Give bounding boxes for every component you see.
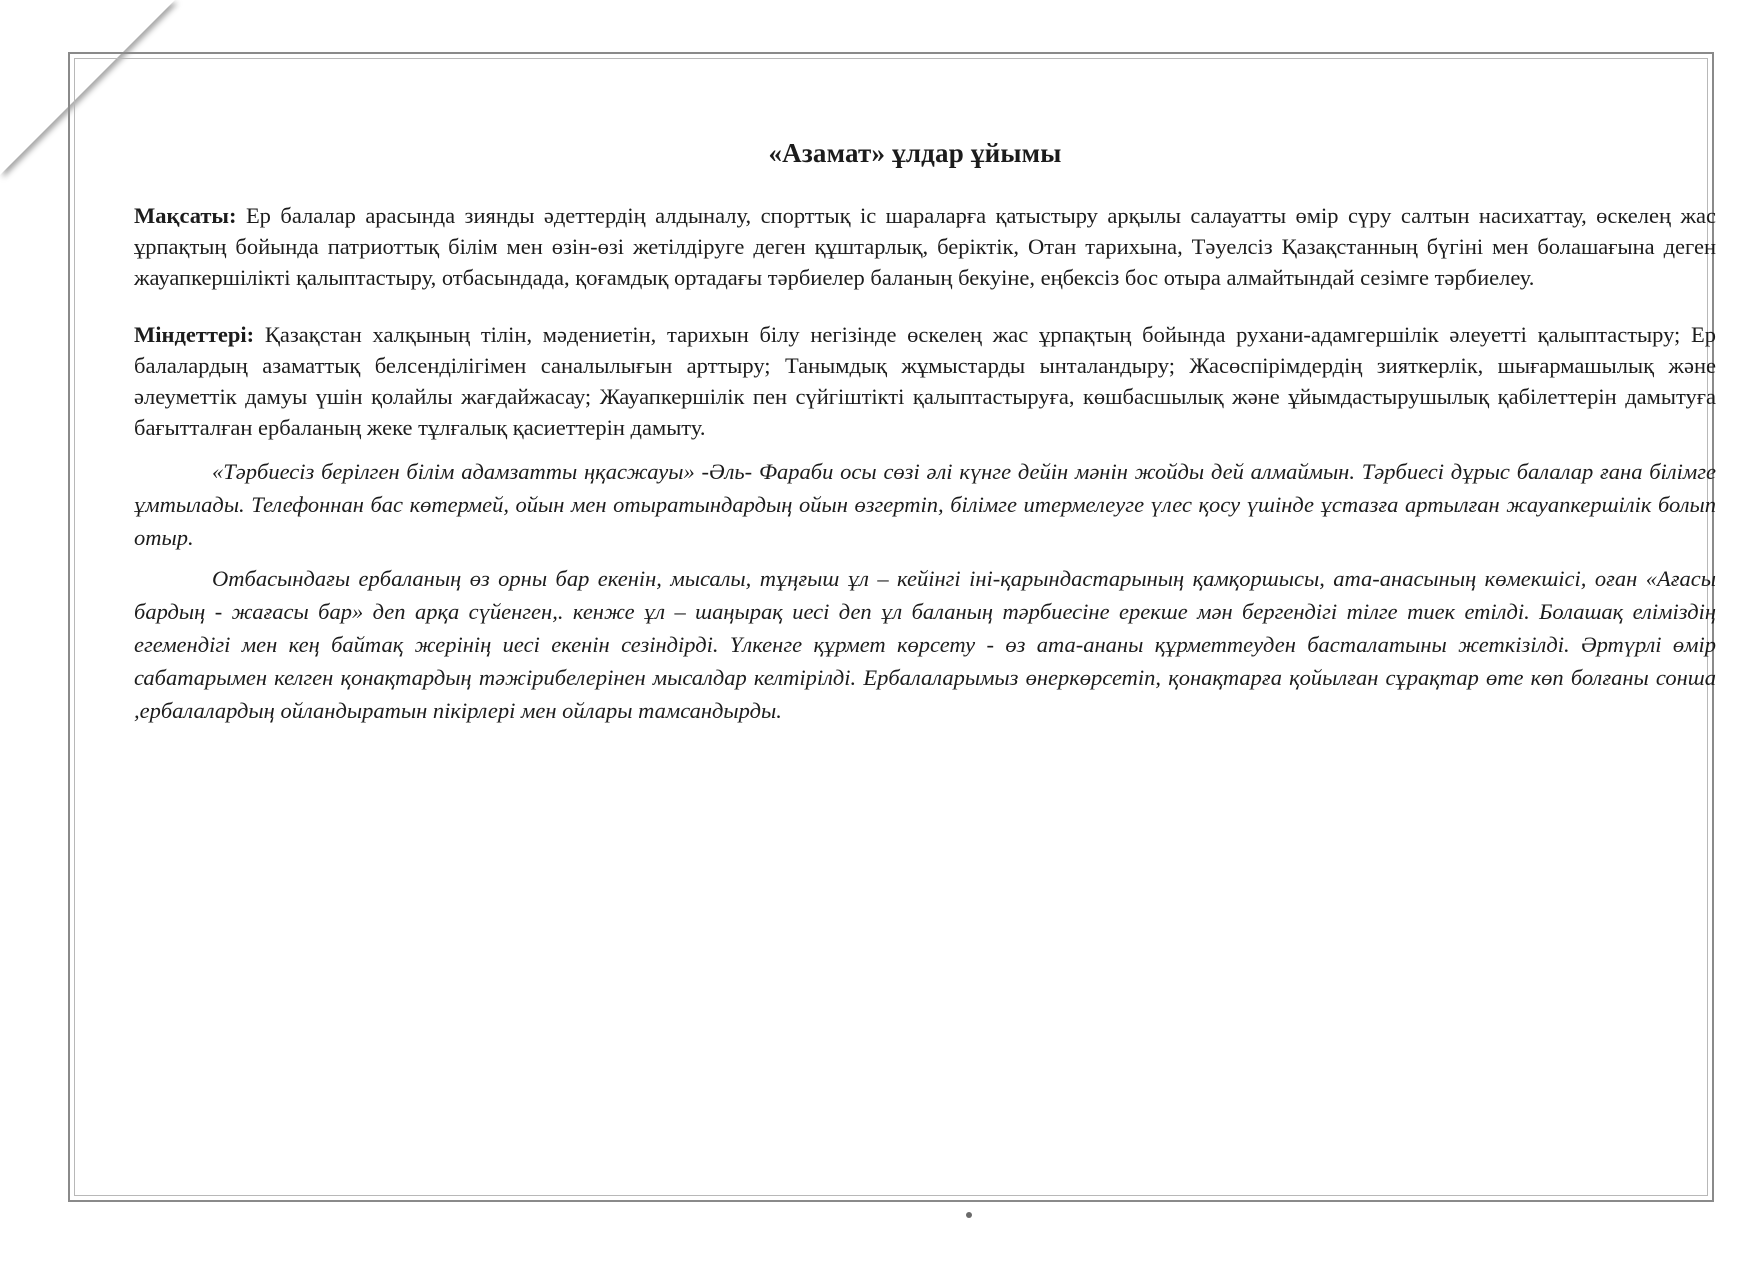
quote-paragraph: «Тәрбиесіз берілген білім адамзатты ңқасжауы» -Әль- Фараби осы сөзі әлі күнге дейін мәнін жойды дей алмаймын. Тәрбиесі дұрыс балалар ғана білімге ұмтылады. Телефоннан бас көтермей, ойын мен отыратындардың ойын өзгертіп, білімге итермелеуге үлес қосу үшінде ұстазға артылған жауапкершілік болып отыр. [134, 459, 1716, 550]
goal-paragraph [134, 200, 1716, 293]
goal-label: Мақсаты: [134, 203, 237, 228]
tasks-label: Міндеттері: [134, 322, 255, 347]
family-paragraph: Отбасындағы ербаланың өз орны бар екенін, мысалы, тұңғыш ұл – кейінгі іні-қарындастарының қамқоршысы, ата-анасының көмекшісі, оған «Ағасы бардың - жағасы бар» деп арқа сүйенген,. кенже ұл – шаңырақ иесі деп ұл баланың тәрбиесіне ерекше мән бергендігі тілге тиек етілді. Болашақ еліміздің егемендігі мен кең байтақ жерінің иесі екенін сезіндірді. Үлкенге құрмет көрсету - өз ата-ананы құрметтеуден басталатыны жеткізілді. Әртүрлі өмір сабатарымен келген қонақтардың тәжірибелерінен мысалдар келтірілді. Ербалаларымыз өнеркөрсетіп, қонақтарға қойылған сұрақтар өте көп болғаны сонша ,ербалалардың ойландыратын пікірлері мен ойлары тамсандырды. [134, 566, 1716, 723]
scan-artifact-dot [966, 1212, 972, 1218]
tasks-paragraph [134, 319, 1716, 443]
document-title: «Азамат» ұлдар ұйымы [768, 138, 1062, 168]
goal-text: Ер балалар арасында зиянды әдеттердің алдыналу, спорттық іс шараларға қатыстыру арқылы салауатты өмір сүру салтын насихаттау, өскелең жас ұрпақтың бойында патриоттық білім мен өзін-өзі жетілдіруге деген құштарлық, беріктік, Отан тарихына, Тәуелсіз Қазақстанның бүгіні мен болашағына деген жауапкершілікті қалыптастыру, отбасындада, қоғамдық ортадағы тәрбиелер баланың бекуіне, еңбексіз бос отыра алмайтындай сезімге тәрбиелеу. [134, 203, 1716, 290]
document-body [134, 200, 1716, 735]
tasks-text: Қазақстан халқының тілін, мәдениетін, тарихын білу негізінде өскелең жас ұрпақтың бойында рухани-адамгершілік әлеуетті қалыптастыру; Ер балалардың азаматтық белсенділігімен саналылығын арттыру; Танымдық жұмыстарды ынталандыру; Жасөспірімдердің зияткерлік, шығармашылық және әлеуметтік дамуы үшін қолайлы жағдайжасау; Жауапкершілік пен сүйгіштікті қалыптастыруға, көшбасшылық және ұйымдастырушылық қабілеттерін дамытуға бағытталған ербаланың жеке тұлғалық қасиеттерін дамыту. [134, 322, 1717, 440]
